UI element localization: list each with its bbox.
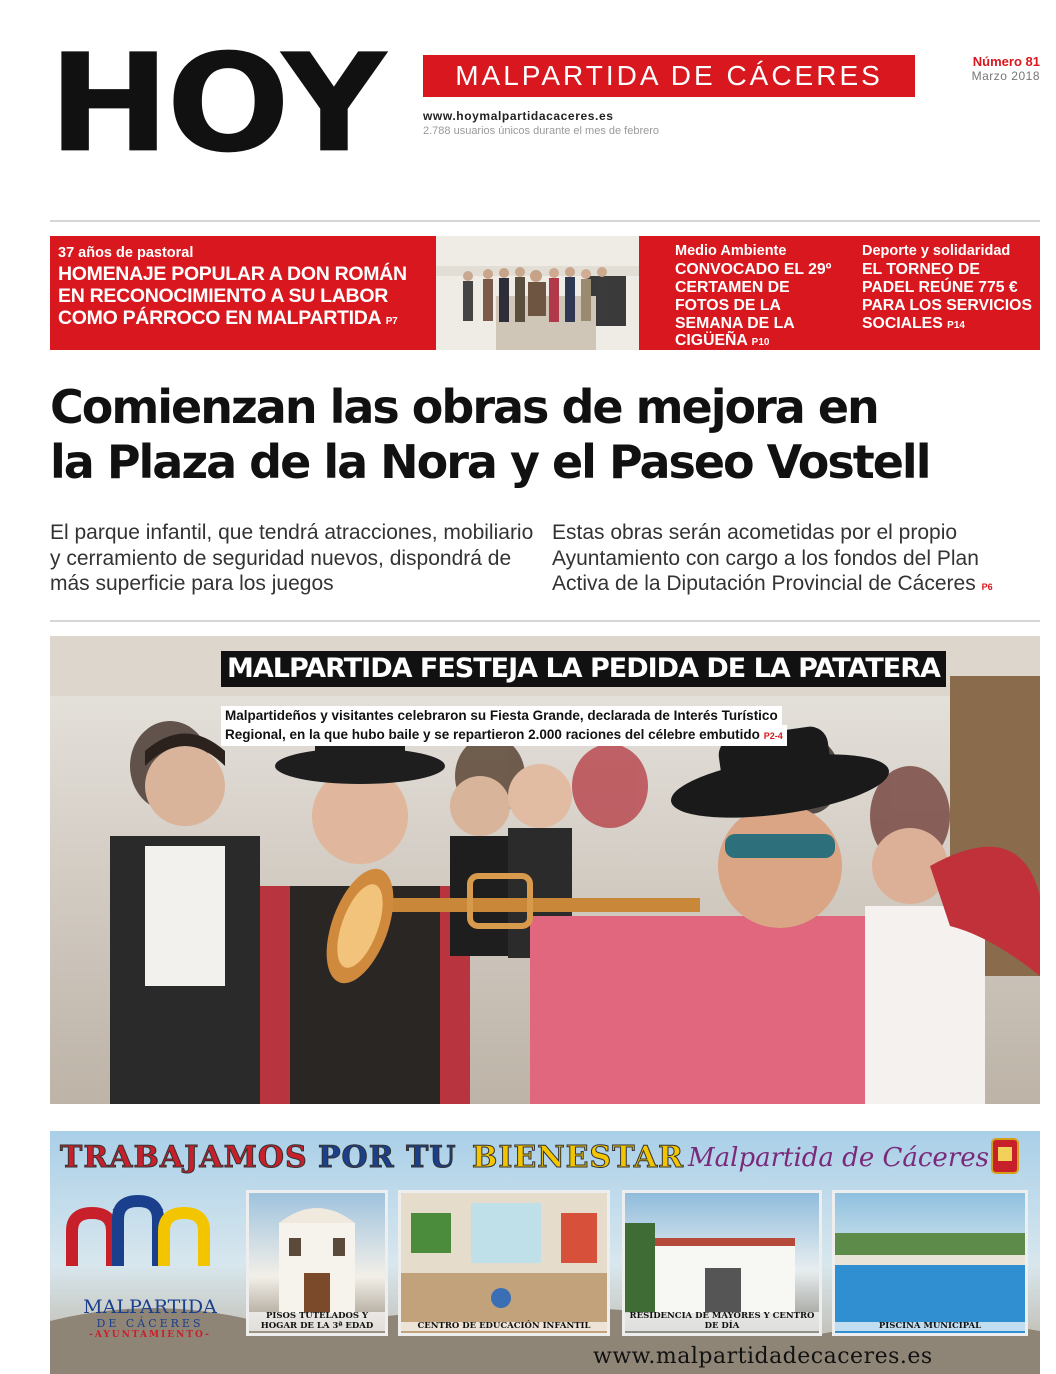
issue-date: Marzo 2018: [971, 69, 1040, 83]
lead-headline[interactable]: [50, 380, 1030, 490]
page-ref: P14: [947, 319, 965, 331]
teaser-headline: HOMENAJE POPULAR A DON ROMÁN EN RECONOCIMIENTO A SU LABOR COMO PÁRROCO EN MALPARTIDA P7: [58, 263, 407, 330]
thumb-label: PISOS TUTELADOS Y HOGAR DE LA 3ª EDAD: [249, 1312, 385, 1331]
photo-caption-line: Malpartideños y visitantes celebraron su Fiesta Grande, declarada de Interés Turístico: [221, 706, 782, 725]
thumb-label: CENTRO DE EDUCACIÓN INFANTIL: [401, 1322, 607, 1331]
lead-headline-line: Comienzan las obras de mejora en: [50, 380, 878, 434]
top-divider: [50, 220, 1040, 222]
photo-story-title[interactable]: MALPARTIDA FESTEJA LA PEDIDA DE LA PATATERA: [221, 651, 946, 687]
logo-name: MALPARTIDA: [83, 1296, 217, 1318]
ad-slogan-word: POR TU: [318, 1140, 457, 1175]
photo-caption-line: Regional, en la que hubo baile y se repartieron 2.000 raciones del célebre embutido P2-4: [221, 725, 787, 746]
website-link[interactable]: www.hoymalpartidacaceres.es: [423, 109, 614, 123]
ayuntamiento-logo: [70, 1298, 230, 1340]
ad-thumb-residencia: [622, 1190, 822, 1336]
mid-divider: [50, 620, 1040, 622]
logo-city: DE CÁCERES: [96, 1317, 204, 1330]
teaser-headline: EL TORNEO DE PADEL REÚNE 775 € PARA LOS SERVICIOS SOCIALES P14: [862, 261, 1032, 332]
page-ref: P7: [385, 316, 398, 328]
ad-thumb-educacion: [398, 1190, 610, 1336]
ad-slogan-word: TRABAJAMOS: [60, 1140, 308, 1175]
issue-number: Número 81: [972, 54, 1040, 69]
edition-banner: MALPARTIDA DE CÁCERES: [423, 55, 915, 97]
teaser-left[interactable]: [50, 236, 436, 350]
ad-thumb-pisos: [246, 1190, 388, 1336]
masthead-logo: HOY: [48, 24, 383, 183]
teaser-right[interactable]: [855, 236, 1040, 350]
page-ref: P6: [981, 582, 993, 593]
teaser-kicker: Medio Ambiente: [675, 243, 787, 259]
ad-slogan-word: BIENESTAR: [472, 1140, 685, 1175]
lead-headline-line: la Plaza de la Nora y el Paseo Vostell: [50, 435, 930, 490]
thumb-label: RESIDENCIA DE MAYORES Y CENTRO DE DÍA: [625, 1312, 819, 1331]
logo-council: -AYUNTAMIENTO-: [89, 1330, 211, 1340]
ad-thumb-piscina: [832, 1190, 1028, 1336]
lead-deck-left: El parque infantil, que tendrá atracciones, mobiliario y cerramiento de seguridad nuevos, dispondrá de más superficie para los juegos: [50, 521, 534, 596]
page-ref: P2-4: [763, 731, 783, 741]
ad-town-name: Malpartida de Cáceres: [688, 1143, 989, 1173]
teaser-middle[interactable]: [639, 236, 855, 350]
lead-deck-right: Estas obras serán acometidas por el propio Ayuntamiento con cargo a los fondos del Plan Activa de la Diputación Provincial de Cáceres P6: [552, 521, 993, 596]
thumb-label: PISCINA MUNICIPAL: [835, 1322, 1025, 1331]
ad-website-link[interactable]: www.malpartidadecaceres.es: [593, 1344, 933, 1369]
homenaje-photo: [436, 236, 639, 350]
page-ref: P10: [751, 337, 770, 349]
teaser-photo: [436, 236, 639, 350]
teaser-headline: CONVOCADO EL 29º CERTAMEN DE FOTOS DE LA SEMANA DE LA CIGÜEÑA P10: [675, 261, 832, 350]
teaser-kicker: 37 años de pastoral: [58, 245, 194, 261]
teaser-kicker: Deporte y solidaridad: [862, 243, 1011, 259]
visitors-note: 2.788 usuarios únicos durante el mes de febrero: [423, 125, 660, 137]
